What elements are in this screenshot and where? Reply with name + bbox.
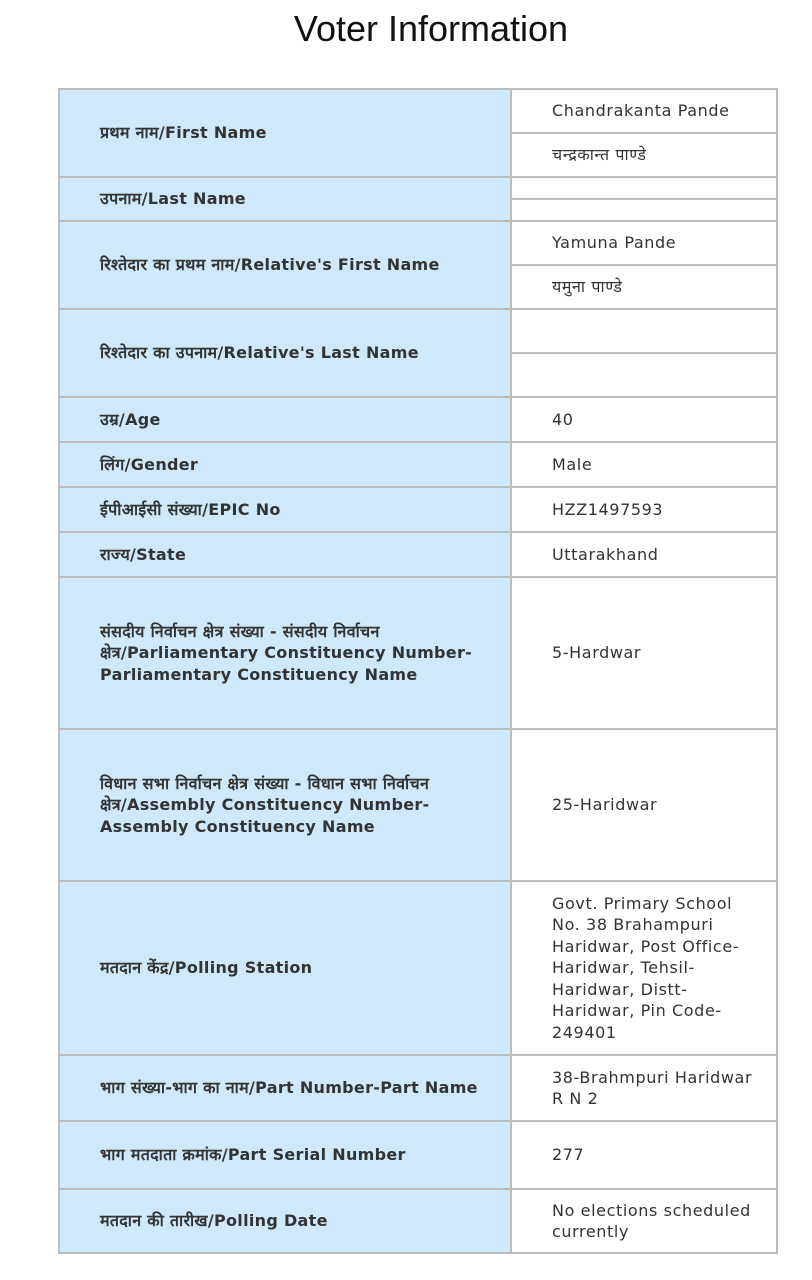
last-name-label: उपनाम/Last Name [59, 177, 511, 221]
relative-last-name-label: रिश्तेदार का उपनाम/Relative's Last Name [59, 309, 511, 397]
parliamentary-constituency-value: 5-Hardwar [511, 577, 777, 729]
last-name-value-english [511, 177, 777, 199]
table-row-relative-last-name [59, 309, 777, 353]
gender-value: Male [511, 442, 777, 487]
state-value: Uttarakhand [511, 532, 777, 577]
age-label: उम्र/Age [59, 397, 511, 442]
first-name-value-hindi: चन्द्रकान्त पाण्डे [511, 133, 777, 177]
parliamentary-constituency-label: संसदीय निर्वाचन क्षेत्र संख्या - संसदीय निर्वाचन क्षेत्र/Parliamentary Constituency Number-Parliamentary Constituency Name [59, 577, 511, 729]
epic-no-label: ईपीआईसी संख्या/EPIC No [59, 487, 511, 532]
relative-first-name-value-english: Yamuna Pande [511, 221, 777, 265]
last-name-value-hindi [511, 199, 777, 221]
table-row-part-serial-number [59, 1121, 777, 1189]
relative-last-name-value-english [511, 309, 777, 353]
state-label: राज्य/State [59, 532, 511, 577]
page-title: Voter Information [293, 8, 569, 49]
polling-station-label: मतदान केंद्र/Polling Station [59, 881, 511, 1055]
polling-date-label: मतदान की तारीख/Polling Date [59, 1189, 511, 1253]
table-row-age [59, 397, 777, 442]
part-serial-number-label: भाग मतदाता क्रमांक/Part Serial Number [59, 1121, 511, 1189]
table-row-relative-first-name [59, 221, 777, 265]
gender-label: लिंग/Gender [59, 442, 511, 487]
table-row-polling-date [59, 1189, 777, 1253]
relative-first-name-value-hindi: यमुना पाण्डे [511, 265, 777, 309]
relative-last-name-value-hindi [511, 353, 777, 397]
first-name-label: प्रथम नाम/First Name [59, 89, 511, 177]
polling-station-value: Govt. Primary School No. 38 Brahampuri Haridwar, Post Office-Haridwar, Tehsil-Haridwar, Distt-Haridwar, Pin Code-249401 [511, 881, 777, 1055]
table-row-polling-station [59, 881, 777, 1055]
table-row-first-name [59, 89, 777, 133]
assembly-constituency-value: 25-Haridwar [511, 729, 777, 881]
first-name-value-english: Chandrakanta Pande [511, 89, 777, 133]
part-number-label: भाग संख्या-भाग का नाम/Part Number-Part Name [59, 1055, 511, 1121]
relative-first-name-label: रिश्तेदार का प्रथम नाम/Relative's First Name [59, 221, 511, 309]
voter-info-table [58, 88, 778, 1254]
age-value: 40 [511, 397, 777, 442]
table-row-epic-no [59, 487, 777, 532]
part-serial-number-value: 277 [511, 1121, 777, 1189]
table-row-gender [59, 442, 777, 487]
part-number-value: 38-Brahmpuri Haridwar R N 2 [511, 1055, 777, 1121]
assembly-constituency-label: विधान सभा निर्वाचन क्षेत्र संख्या - विधान सभा निर्वाचन क्षेत्र/Assembly Constituency Number-Assembly Constituency Name [59, 729, 511, 881]
polling-date-value: No elections scheduled currently [511, 1189, 777, 1253]
epic-no-value: HZZ1497593 [511, 487, 777, 532]
table-row-last-name [59, 177, 777, 199]
table-row-assembly-constituency [59, 729, 777, 881]
table-row-part-number [59, 1055, 777, 1121]
table-row-state [59, 532, 777, 577]
table-row-parliamentary-constituency [59, 577, 777, 729]
